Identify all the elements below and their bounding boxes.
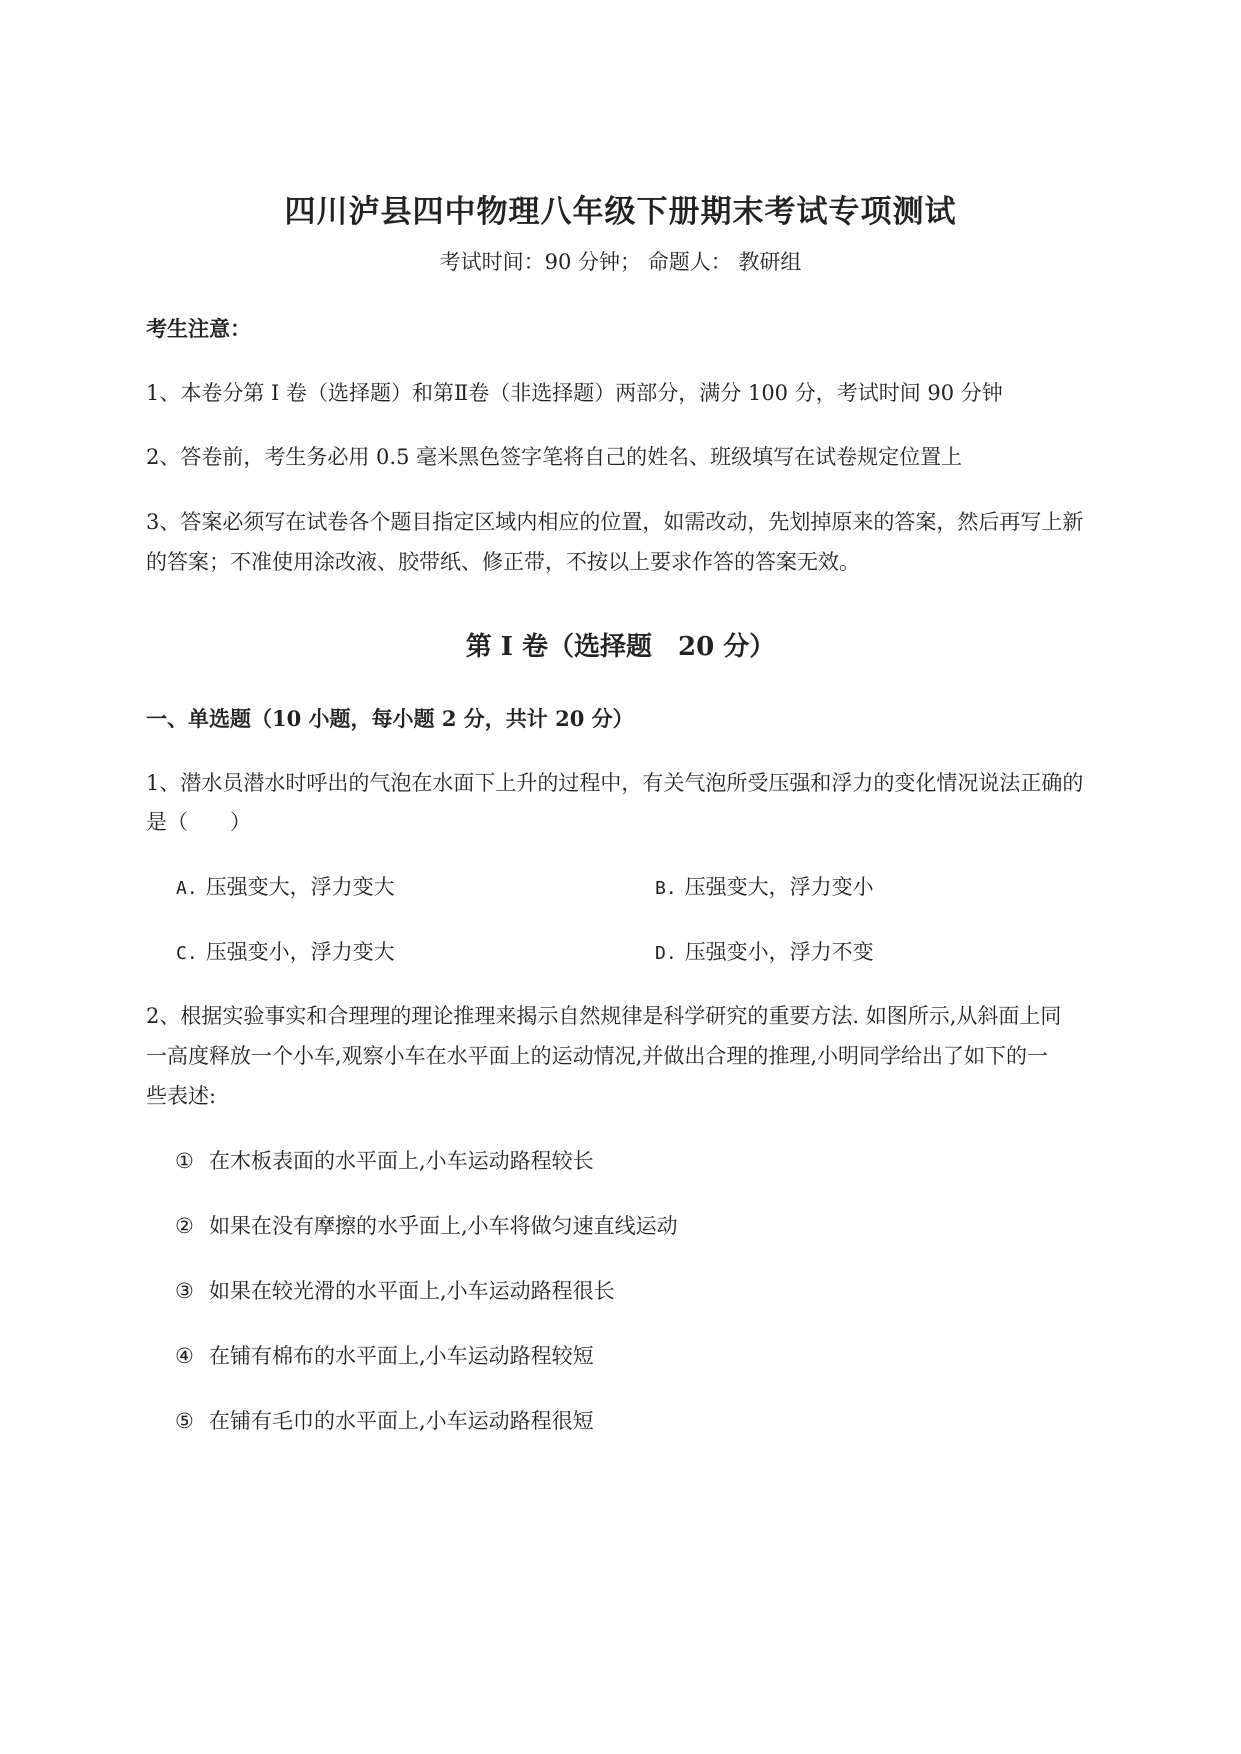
statement-number: ④ — [175, 1344, 194, 1368]
option-letter: C. — [176, 943, 198, 964]
notice-item-3-cont: 的答案；不准使用涂改液、胶带纸、修正带，不按以上要求作答的答案无效。 — [146, 550, 860, 574]
statement-number: ⑤ — [175, 1409, 194, 1433]
option-letter: A. — [176, 878, 198, 899]
notice-item-3: 3、答案必须写在试卷各个题目指定区域内相应的位置，如需改动，先划掉原来的答案，然后再写上新 — [146, 510, 1084, 534]
option-text: 压强变小，浮力变大 — [205, 940, 395, 964]
question-2-stem-line-1: 2、根据实验事实和合理理的理论推理来揭示自然规律是科学研究的重要方法. 如图所示,从斜面上同 — [146, 1004, 1062, 1028]
section-title: 第 I 卷（选择题 20 分） — [465, 632, 776, 662]
question-1-stem-line-2: 是（ ） — [146, 810, 251, 834]
exam-subtitle: 考试时间：90 分钟； 命题人： 教研组 — [439, 250, 802, 274]
question-2-stem-line-3: 些表述: — [146, 1084, 217, 1108]
statement-number: ② — [175, 1214, 194, 1238]
statement-text: 如果在较光滑的水平面上,小车运动路程很长 — [209, 1279, 615, 1303]
statement-text: 在铺有毛巾的水平面上,小车运动路程很短 — [209, 1409, 594, 1433]
exam-title: 四川泸县四中物理八年级下册期末考试专项测试 — [284, 194, 957, 230]
statement-number: ③ — [175, 1279, 194, 1303]
question-1-option-b[interactable] — [655, 871, 874, 901]
option-letter: D. — [655, 943, 677, 964]
question-2-statement-5 — [175, 1405, 594, 1435]
option-text: 压强变小，浮力不变 — [684, 940, 874, 964]
notice-heading: 考生注意： — [146, 316, 251, 341]
option-text: 压强变大，浮力变大 — [205, 875, 395, 899]
notice-item-1: 1、本卷分第 I 卷（选择题）和第Ⅱ卷（非选择题）两部分，满分 100 分，考试时间 90 分钟 — [146, 381, 1003, 405]
question-1-stem-line-1: 1、潜水员潜水时呼出的气泡在水面下上升的过程中，有关气泡所受压强和浮力的变化情况说法正确的 — [146, 771, 1084, 795]
option-letter: B. — [655, 878, 677, 899]
question-2-statement-2 — [175, 1210, 678, 1240]
question-1-option-d[interactable] — [655, 936, 874, 966]
statement-number: ① — [175, 1149, 194, 1173]
question-2-statement-4 — [175, 1340, 594, 1370]
question-1-option-c[interactable] — [176, 936, 395, 966]
question-2-statement-3 — [175, 1275, 615, 1305]
question-2-stem-line-2: 一高度释放一个小车,观察小车在水平面上的运动情况,并做出合理的推理,小明同学给出了如下的一 — [146, 1044, 1049, 1068]
question-1-option-a[interactable] — [176, 871, 395, 901]
option-text: 压强变大，浮力变小 — [684, 875, 874, 899]
notice-item-2: 2、答卷前，考生务必用 0.5 毫米黑色签字笔将自己的姓名、班级填写在试卷规定位置上 — [146, 445, 963, 469]
statement-text: 在木板表面的水平面上,小车运动路程较长 — [209, 1149, 594, 1173]
statement-text: 如果在没有摩擦的水乎面上,小车将做匀速直线运动 — [209, 1214, 678, 1238]
question-2-statement-1 — [175, 1145, 594, 1175]
part-heading: 一、单选题（10 小题，每小题 2 分，共计 20 分） — [146, 706, 634, 731]
statement-text: 在铺有棉布的水平面上,小车运动路程较短 — [209, 1344, 594, 1368]
